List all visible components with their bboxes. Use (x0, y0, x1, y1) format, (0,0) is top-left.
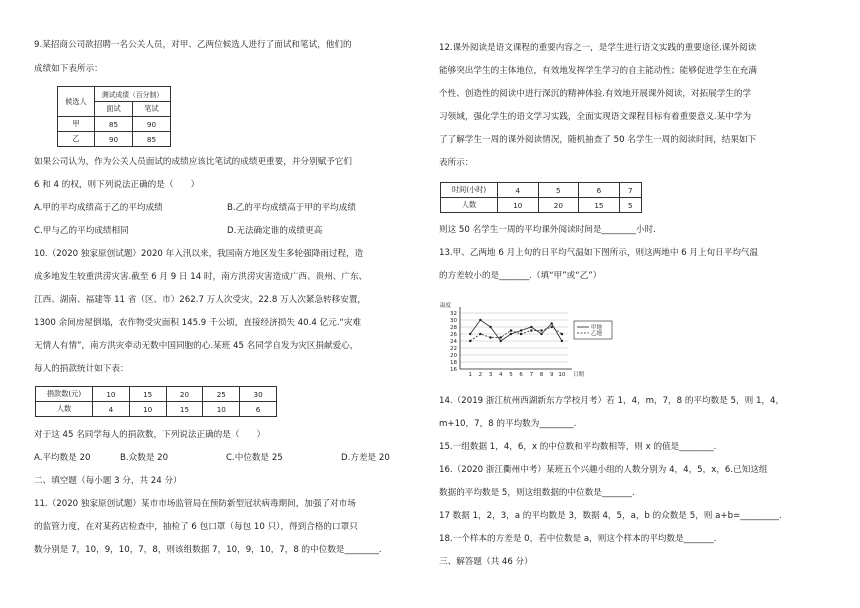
y-tick-label: 24 (450, 339, 457, 345)
q12-line4: 习领域，强化学生的语文学习实践，全面实现语文课程目标有着重要意义.某中学为 (439, 112, 752, 122)
q10-table-cell: 10 (203, 402, 240, 417)
q10-option-b: B.众数是 20 (120, 453, 169, 463)
q12-line5: 了了解学生一周的课外阅读情况，随机抽查了 50 名学生一周的阅读时间，结果如下 (439, 135, 757, 145)
q12-line7: 则这 50 名学生一周的平均课外阅读时间是________小时. (439, 225, 656, 235)
q9-table-cell: 甲 (58, 117, 95, 132)
q10-table-cell: 20 (166, 387, 203, 402)
q10-donation-table (35, 386, 277, 417)
q9-table-cell: 乙 (58, 132, 95, 147)
data-point (530, 326, 532, 328)
q9-table-written-header: 笔试 (132, 102, 170, 117)
q9-option-d: D.无法确定谁的成绩更高 (227, 226, 323, 236)
q9-table-cell: 90 (95, 132, 133, 147)
data-point (540, 329, 542, 331)
data-point (550, 322, 552, 324)
data-point (520, 329, 522, 331)
section-2-heading: 二、填空题（每小题 3 分，共 24 分） (34, 476, 182, 486)
data-point (489, 326, 491, 328)
q9-line3: 如果公司认为，作为公关人员面试的成绩应该比笔试的成绩更重要，并分别赋予它们 (34, 157, 352, 167)
y-axis-label: 温度 (440, 303, 452, 309)
q12-line2: 能够突出学生的主体地位，有效地发挥学生学习的自主能动性；能够促进学生在充满 (439, 66, 757, 76)
q12-table-count-header: 人数 (441, 198, 498, 213)
q9-line4: 6 和 4 的权，则下列说法正确的是（ ） (34, 180, 200, 190)
q10-line3: 江西、湖南、福建等 11 省（区、市）262.7 万人次受灾，22.8 万人次紧急转移安置， (34, 295, 367, 305)
y-tick-label: 18 (450, 360, 457, 366)
q9-line2: 成绩如下表所示： (34, 64, 103, 74)
data-point (469, 340, 471, 342)
x-tick-label: 6 (519, 372, 523, 378)
q12-table-cell: 7 (619, 183, 641, 198)
q9-table-cell: 85 (95, 117, 133, 132)
temperature-line-chart (438, 291, 618, 383)
q9-line1: 9.某招商公司欲招聘一名公关人员，对甲、乙两位候选人进行了面试和笔试，他们的 (34, 40, 352, 50)
y-tick-label: 20 (450, 353, 457, 359)
q16-line1: 16.（2020 浙江衢州中考）某班五个兴趣小组的人数分别为 4，4，5，x，6.已知这组 (439, 465, 768, 475)
y-tick-label: 32 (450, 311, 457, 317)
data-point (561, 333, 563, 335)
q12-table-cell: 6 (579, 183, 620, 198)
q12-table-cell: 20 (538, 198, 579, 213)
q12-table-cell: 5 (619, 198, 641, 213)
data-point (510, 333, 512, 335)
data-point (479, 333, 481, 335)
q10-table-cell: 4 (93, 402, 130, 417)
y-tick-label: 22 (450, 346, 457, 352)
q10-line5: 无情人有情”，南方洪灾牵动无数中国同胞的心.某班 45 名同学自发为灾区捐献爱心， (34, 341, 359, 351)
q13-line2: 的方差较小的是_______.（填“甲”或“乙”） (439, 271, 602, 281)
data-point (510, 329, 512, 331)
data-point (500, 340, 502, 342)
q12-table-hours-header: 时间(小时) (441, 183, 498, 198)
q12-table-cell: 10 (498, 198, 539, 213)
q18: 18.一个样本的方差是 0，若中位数是 a，则这个样本的平均数是_______. (439, 534, 717, 544)
data-point (489, 336, 491, 338)
x-axis-label: 日期 (573, 372, 585, 378)
data-point (520, 333, 522, 335)
data-point (540, 333, 542, 335)
q10-option-c: C.中位数是 25 (226, 453, 283, 463)
q12-line3: 个性、创造性的阅读中进行深沉的精神体验.有效地开展课外阅读，对拓展学生的学 (439, 89, 752, 99)
q10-table-cell: 15 (129, 387, 166, 402)
q9-option-a: A.甲的平均成绩高于乙的平均成绩 (34, 203, 163, 213)
q14-line2: m+10，7，8 的平均数为________. (439, 419, 577, 429)
q9-option-c: C.甲与乙的平均成绩相同 (34, 226, 129, 236)
x-tick-label: 5 (509, 372, 513, 378)
q9-option-b: B.乙的平均成绩高于甲的平均成绩 (227, 203, 356, 213)
q12-line6: 表所示： (439, 158, 474, 168)
q12-reading-table (440, 182, 642, 213)
q10-table-cell: 6 (240, 402, 277, 417)
x-tick-label: 3 (488, 372, 493, 378)
x-tick-label: 7 (529, 372, 534, 378)
y-tick-label: 28 (450, 325, 457, 331)
q10-line4: 1300 余间房屋倒塌，农作物受灾面积 145.9 千公顷，直接经济损失 40.4 亿元.“灾难 (34, 318, 362, 328)
q11-line2: 的监管力度，在对某药店检查中，抽检了 6 包口罩（每包 10 只），得到合格的口罩只 (34, 522, 358, 532)
data-point (551, 326, 553, 328)
data-point (500, 336, 502, 338)
q9-table-cell: 85 (132, 132, 170, 147)
q10-option-a: A.平均数是 20 (34, 453, 91, 463)
q16-line2: 数据的平均数是 5，则这组数据的中位数是_______. (439, 488, 635, 498)
data-point (479, 319, 481, 321)
data-point (530, 329, 532, 331)
y-tick-label: 26 (450, 332, 457, 338)
q10-line2: 成多地发生较重洪涝灾害.截至 6 月 9 日 14 时，南方洪涝灾害造成广西、贵州、广东、 (34, 272, 368, 282)
q10-table-cell: 10 (93, 387, 130, 402)
q17: 17 数据 1，2，3，a 的平均数是 3，数据 4，5，a，b 的众数是 5，则 a+b=_________. (439, 511, 782, 521)
q10-table-amount-header: 捐款数(元) (36, 387, 93, 402)
x-tick-label: 4 (499, 372, 503, 378)
q9-score-table (57, 86, 171, 147)
x-tick-label: 9 (549, 372, 554, 378)
q15: 15.一组数据 1，4，6，x 的中位数和平均数相等，则 x 的值是________. (439, 442, 717, 452)
legend-label: 甲地 (591, 325, 603, 331)
q10-table-cell: 30 (240, 387, 277, 402)
q10-table-count-header: 人数 (36, 402, 93, 417)
q9-table-score-header: 测试成绩（百分制） (95, 87, 171, 102)
q10-table-cell: 15 (166, 402, 203, 417)
y-tick-label: 16 (450, 367, 457, 373)
x-tick-label: 10 (558, 372, 566, 378)
q12-table-cell: 5 (538, 183, 579, 198)
q12-table-cell: 4 (498, 183, 539, 198)
legend-label: 乙地 (591, 331, 603, 337)
q11-line1: 11.（2020 独家原创试题）某市市场监管局在预防新型冠状病毒期间，加强了对市场 (34, 499, 356, 509)
q14-line1: 14.（2019 浙江杭州西湖新东方学校月考）若 1，4，m，7，8 的平均数是 5，则 1，4， (439, 396, 785, 406)
q10-table-cell: 25 (203, 387, 240, 402)
q9-table-cell: 90 (132, 117, 170, 132)
series-line (470, 320, 562, 341)
x-tick-label: 8 (539, 372, 544, 378)
data-point (469, 333, 471, 335)
q10-line6: 每人的捐款统计如下表： (34, 364, 129, 374)
q9-table-interview-header: 面试 (95, 102, 133, 117)
data-point (561, 340, 563, 342)
q10-line1: 10.（2020 独家原创试题）2020 年入汛以来，我国南方地区发生多轮强降雨过程，造 (34, 249, 364, 259)
q12-table-cell: 15 (579, 198, 620, 213)
q11-line3: 数分别是 7，10，9，10，7，8，则该组数据 7，10，9，10，7，8 的中位数是________. (34, 545, 382, 555)
section-3-heading: 三、解答题（共 46 分） (439, 557, 533, 567)
y-tick-label: 30 (450, 318, 457, 324)
x-tick-label: 2 (478, 372, 483, 378)
x-tick-label: 1 (468, 372, 472, 378)
q9-table-candidate-header: 候选人 (58, 87, 95, 117)
q12-line1: 12.课外阅读是语文课程的重要内容之一，是学生进行语文实践的重要途径.课外阅读 (439, 43, 757, 53)
q13-line1: 13.甲、乙两地 6 月上旬的日平均气温如下图所示，则这两地中 6 月上旬日平均气温 (439, 248, 759, 258)
q10-line7: 对于这 45 名同学每人的捐款数，下列说法正确的是（ ） (34, 430, 266, 440)
q10-table-cell: 10 (129, 402, 166, 417)
q10-option-d: D.方差是 20 (341, 453, 390, 463)
